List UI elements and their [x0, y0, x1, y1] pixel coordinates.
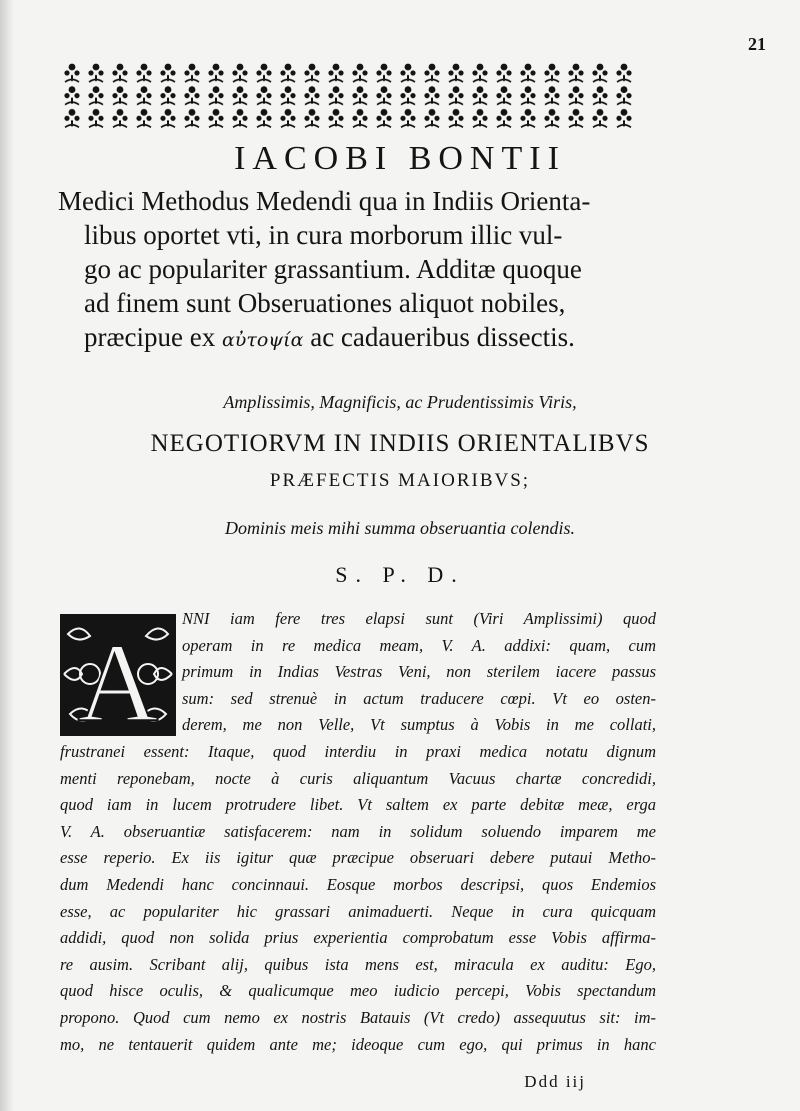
body-line: esse reperio. Ex iis igitur quæ præcipue obseruari debere putaui Metho- [60, 848, 656, 868]
dedication-subheading: PRÆFECTIS MAIORIBVS; [269, 470, 531, 491]
body-line: sum: sed strenuè in actum traducere cœpi. Vt eo osten- [182, 688, 656, 708]
body-line: operam in re medica meam, V. A. addixi: quam, cum [182, 635, 656, 655]
body-line: esse, ac populariter hic grassari animaduerti. Neque in cura quicquam [60, 901, 656, 921]
drop-cap-letter: A [77, 621, 159, 736]
intro-line: ac cadaueribus dissectis. [310, 322, 575, 352]
intro-line-final [58, 320, 658, 357]
intro-line: Medici Methodus Medendi qua in Indiis Orienta- [58, 186, 591, 216]
dedication-closing: Dominis meis mihi summa obseruantia colendis. [225, 518, 575, 538]
body-line: dum Medendi hanc concinnaui. Eosque morbos descripsi, quos Endemios [60, 874, 656, 894]
body-line: addidi, quod non solida prius experientia comprobatum esse Vobis affirma- [60, 928, 656, 948]
body-line: quod hisce oculis, & qualicumque meo iudicio percepi, Vobis spectandum [60, 981, 656, 1001]
body-line: quod iam in lucem protrudere libet. Vt saltem ex parte debitæ meæ, erga [60, 795, 656, 815]
signature-catchword: Ddd iij [524, 1072, 586, 1091]
body-line: NNI iam fere tres elapsi sunt (Viri Amplissimi) quod [182, 609, 656, 628]
greek-word: αὐτοψία [221, 329, 304, 351]
intro-line: go ac populariter grassantium. Additæ quoque [84, 254, 582, 284]
intro-line: ad finem sunt Obseruationes aliquot nobiles, [84, 288, 566, 318]
body-line: primum in Indias Vestras Veni, non sterilem iacere passus [182, 662, 656, 682]
dedication-salutation: Amplissimis, Magnificis, ac Prudentissimis Viris, [223, 392, 577, 412]
body-line: menti reponebam, nocte à curis aliquantum Vacuus chartæ concredidi, [60, 768, 656, 788]
body-line: re ausim. Scribant alij, quibus ista mens est, miracula ex auditu: Ego, [60, 954, 656, 974]
work-title-block [58, 184, 658, 357]
body-line: mo, ne tentauerit quidem ante me; ideoque cum ego, qui primus in hanc [60, 1034, 656, 1054]
body-line: frustranei essent: Itaque, quod interdiu in praxi medica notatu dignum [60, 741, 656, 761]
author-title: IACOBI BONTII [234, 140, 566, 177]
body-line: V. A. obseruantiæ satisfacerem: nam in solidum soluendo imparem me [60, 821, 656, 841]
dedication-heading: NEGOTIORVM IN INDIIS ORIENTALIBVS [150, 430, 650, 457]
intro-line: libus oportet vti, in cura morborum illic vul- [84, 220, 563, 250]
body-line: propono. Quod cum nemo ex nostris Batauis (Vt credo) assequutus sit: im- [60, 1007, 656, 1027]
letter-body [60, 606, 656, 1058]
page-number: 21 [748, 34, 766, 54]
fleuron-ornament-band [60, 62, 636, 130]
dedication-spd: S. P. D. [335, 562, 465, 587]
body-line: derem, me non Velle, Vt sumptus à Vobis in me collati, [182, 715, 656, 735]
intro-line: præcipue ex [84, 322, 216, 352]
